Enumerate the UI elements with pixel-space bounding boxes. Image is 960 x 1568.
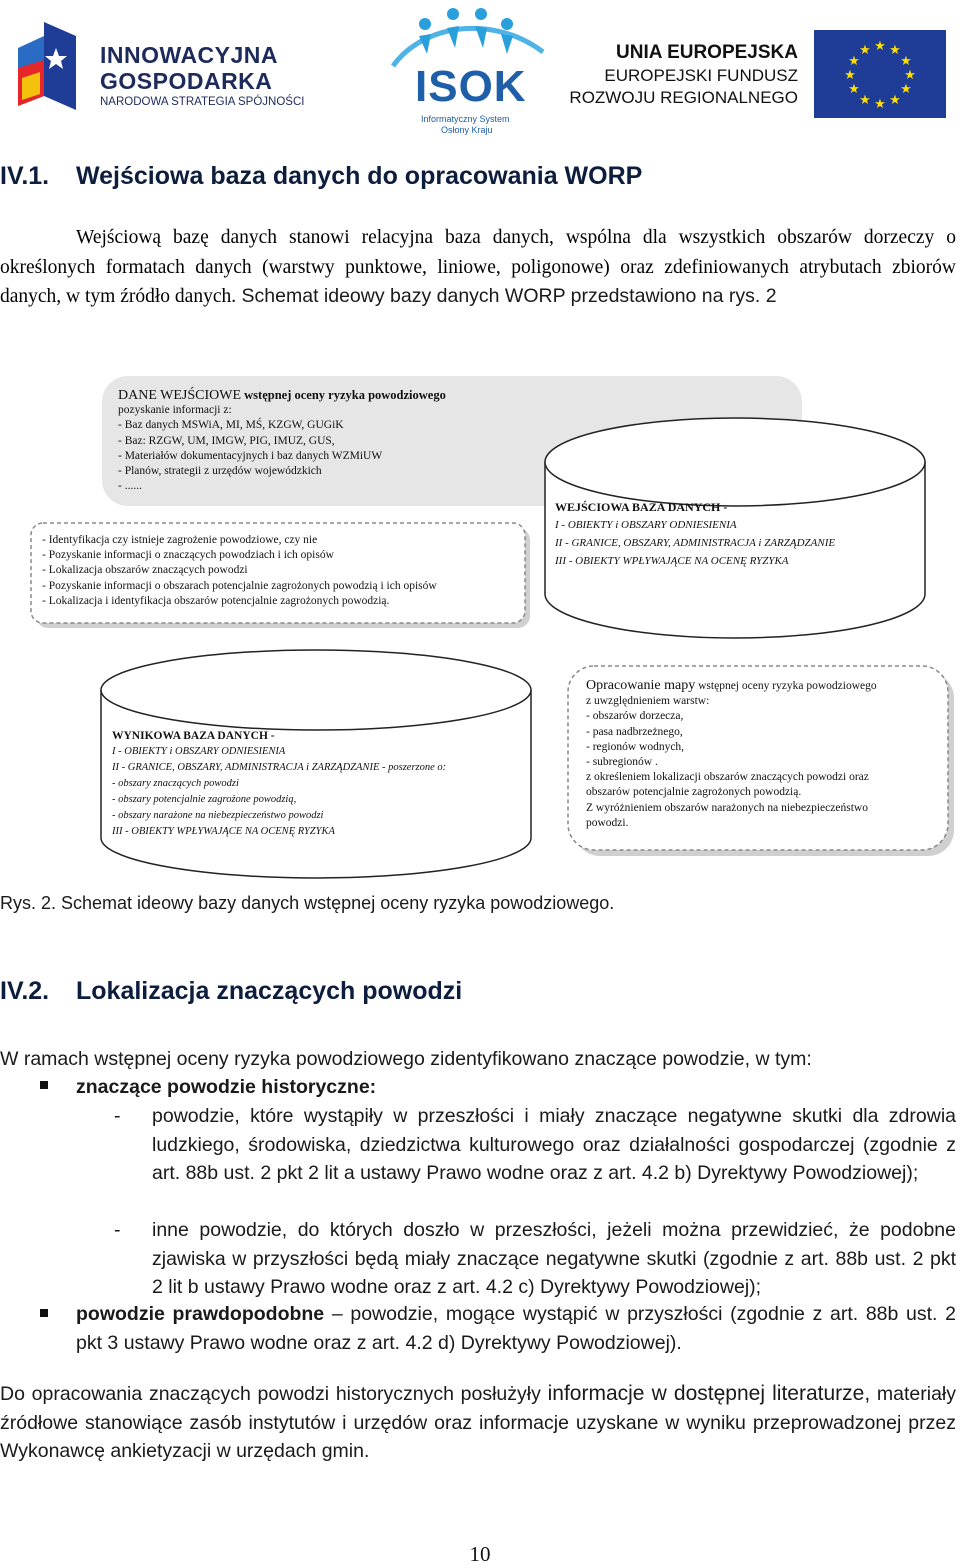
isok-wordmark: ISOK <box>415 62 527 111</box>
logo1-line2: GOSPODARKA <box>100 68 273 94</box>
svg-text:★: ★ <box>848 82 860 97</box>
maps-box-line: Z wyróżnieniem obszarów narażonych na niebezpieczeństwo <box>586 801 868 814</box>
para-part2: informacje w dostępnej literaturze, <box>547 1382 871 1405</box>
maps-box-line: - obszarów dorzecza, <box>586 710 684 723</box>
svg-text:★: ★ <box>900 54 912 69</box>
logo3-line3: ROZWOJU REGIONALNEGO <box>569 88 798 107</box>
section2-number: IV.2. <box>0 977 50 1005</box>
input-box-line: pozyskanie informacji z: <box>118 404 232 417</box>
section2-intro: W ramach wstępnej oceny ryzyka powodziowego zidentyfikowano znaczące powodzie, w tym: <box>0 1048 812 1070</box>
section1-paragraph-sans: Schemat ideowy bazy danych WORP przedstawiono na rys. 2 <box>241 285 777 307</box>
section1-paragraph <box>0 223 956 312</box>
logo-isok <box>383 4 553 136</box>
process-box-line: - Lokalizacja i identyfikacja obszarów potencjalnie zagrożonych powodzią. <box>42 594 390 607</box>
dash-item-2: inne powodzie, do których doszło w przeszłości, jeżeli można przewidzieć, że podobne zjawiska w przyszłości będą miały znaczące negatywne skutki (zgodnie z art. 88b ust. 2 pkt 2 lit b ustawy Prawo wodne oraz z art. 4.2 c) Dyrektywy Powodziowej); <box>152 1219 956 1298</box>
svg-text:★: ★ <box>859 93 871 108</box>
para-part3: materiały źródłowe stanowiące zasób instytutów i urzędów oraz informacje uzyskane w wyniku przeprowadzonej przez Wykonawcę ankietyzacji w urzędach gmin. <box>0 1383 956 1462</box>
process-box-line: - Pozyskanie informacji o znaczących powodziach i ich opisów <box>42 549 334 562</box>
output-db-line: III - OBIEKTY WPŁYWAJĄCE NA OCENĘ RYZYKA <box>112 826 335 837</box>
output-db-line: - obszary potencjalnie zagrożone powodzią, <box>112 794 297 805</box>
section1-heading <box>0 162 642 191</box>
output-db-line: - obszary znaczących powodzi <box>112 778 239 789</box>
svg-text:★: ★ <box>874 97 886 112</box>
dash-marker: - <box>114 1219 121 1241</box>
input-box-line: - Baz: RZGW, UM, IMGW, PIG, IMUZ, GUS, <box>118 434 335 447</box>
output-db <box>112 728 527 840</box>
process-box-line: - Pozyskanie informacji o obszarach potencjalnie zagrożonych powodzią i ich opisów <box>42 579 437 592</box>
dash-item-1: powodzie, które wystąpiły w przeszłości i miały znaczące negatywne skutki dla zdrowia ludzkiego, środowiska, dziedzictwa kulturowego oraz działalności gospodarczej (zgodnie z art. 88b ust. 2 pkt 2 lit a ustawy Prawo wodne oraz z art. 4.2 b) Dyrektywy Powodziowej); <box>152 1105 956 1184</box>
bullet2-label: powodzie prawdopodobne <box>76 1303 325 1325</box>
section1-title: Wejściowa baza danych do opracowania WORP <box>76 162 643 190</box>
logo3-line2: EUROPEJSKI FUNDUSZ <box>604 66 798 85</box>
process-box <box>42 533 522 609</box>
eu-flag-icon <box>814 30 946 118</box>
input-box-line: - Baz danych MSWiA, MI, MŚ, KZGW, GUGiK <box>118 419 344 432</box>
logo-innowacyjna-gospodarka <box>14 18 334 118</box>
section1-number: IV.1. <box>0 162 50 190</box>
maps-box-line: powodzi. <box>586 816 629 829</box>
svg-text:★: ★ <box>859 43 871 58</box>
bullet-marker <box>40 1081 48 1089</box>
maps-box-line: z określeniem lokalizacji obszarów znaczących powodzi oraz <box>586 771 869 784</box>
maps-box-title-rest: wstępnej oceny ryzyka powodziowego <box>698 680 877 692</box>
input-box-line: - Planów, strategii z urzędów wojewódzkich <box>118 465 322 478</box>
input-box-line: - ...... <box>118 480 142 493</box>
maps-box-line: - regionów wodnych, <box>586 740 685 753</box>
section2-title: Lokalizacja znaczących powodzi <box>76 977 463 1005</box>
dash-marker: - <box>114 1105 121 1127</box>
output-db-title: WYNIKOWA BAZA DANYCH - <box>112 730 275 742</box>
bullet-marker <box>40 1309 48 1317</box>
input-db-line: III - OBIEKTY WPŁYWAJĄCE NA OCENĘ RYZYKA <box>555 555 789 567</box>
innowacyjna-gospodarka-emblem-icon <box>14 18 78 114</box>
maps-box-line: - subregionów . <box>586 756 658 769</box>
logo3-line1: UNIA EUROPEJSKA <box>616 42 798 63</box>
maps-box-line: z uwzględnieniem warstw: <box>586 695 710 708</box>
input-box-title <box>118 388 788 403</box>
input-box-title-rest: wstępnej oceny ryzyka powodziowego <box>244 388 446 402</box>
database-schema-diagram <box>0 370 960 880</box>
output-db-line: - obszary narażone na niebezpieczeństwo powodzi <box>112 810 324 821</box>
svg-text:★: ★ <box>904 68 916 83</box>
input-box-line: - Materiałów dokumentacyjnych i baz danych WZMiUW <box>118 449 383 462</box>
maps-box-line: - pasa nadbrzeżnego, <box>586 725 683 738</box>
svg-text:★: ★ <box>848 54 860 69</box>
input-db <box>555 498 920 570</box>
section2-paragraph <box>0 1380 956 1466</box>
process-box-line: - Lokalizacja obszarów znaczących powodzi <box>42 564 248 577</box>
output-db-line: I - OBIEKTY i OBSZARY ODNIESIENIA <box>112 746 286 757</box>
input-db-title: WEJŚCIOWA BAZA DANYCH - <box>555 500 728 514</box>
input-db-line: II - GRANICE, OBSZARY, ADMINISTRACJA i ZARZĄDZANIE <box>555 537 836 549</box>
bullet2 <box>76 1300 956 1357</box>
output-db-line: II - GRANICE, OBSZARY, ADMINISTRACJA i ZARZĄDZANIE - poszerzone o: <box>112 762 447 773</box>
logo1-line3: NARODOWA STRATEGIA SPÓJNOŚCI <box>100 96 305 108</box>
maps-box-title-big: Opracowanie mapy <box>586 678 696 693</box>
svg-text:★: ★ <box>889 93 901 108</box>
para-part1: Do opracowania znaczących powodzi historycznych posłużyły <box>0 1383 548 1405</box>
page-number: 10 <box>469 1542 491 1566</box>
svg-text:★: ★ <box>874 39 886 54</box>
svg-text:★: ★ <box>844 68 856 83</box>
svg-text:★: ★ <box>900 82 912 97</box>
process-box-line: - Identyfikacja czy istnieje zagrożenie powodziowe, czy nie <box>42 534 318 546</box>
figure-caption: Rys. 2. Schemat ideowy bazy danych wstępnej oceny ryzyka powodziowego. <box>0 893 615 913</box>
input-box-title-caps: DANE WEJŚCIOWE <box>118 388 242 403</box>
isok-subtitle1: Informatyczny System <box>421 114 510 124</box>
svg-text:★: ★ <box>889 43 901 58</box>
logo-unia-europejska <box>570 30 950 122</box>
input-data-box <box>118 388 788 494</box>
bullet2-text: – powodzie, mogące wystąpić w przyszłości (zgodnie z art. 88b ust. 2 pkt 3 ustawy Prawo wodne oraz z art. 4.2 d) Dyrektywy Powodziowej). <box>76 1303 956 1354</box>
isok-subtitle2: Osłony Kraju <box>441 125 493 135</box>
maps-box <box>586 678 941 831</box>
input-db-line: I - OBIEKTY i OBSZARY ODNIESIENIA <box>555 519 737 531</box>
bullet1-label: znaczące powodzie historyczne: <box>76 1076 377 1098</box>
logo1-line1: INNOWACYJNA <box>100 42 279 68</box>
section1-paragraph-serif: Wejściową bazę danych stanowi relacyjna baza danych, wspólna dla wszystkich obszarów dorzeczy o określonych formatach danych (warstwy punktowe, liniowe, poligonowe) oraz zdefiniowanych atrybutach zbiorów danych, w tym źródło danych. <box>0 227 956 307</box>
maps-box-title <box>586 678 941 694</box>
section2-heading <box>0 977 462 1006</box>
maps-box-line: obszarów potencjalnie zagrożonych powodzią. <box>586 786 802 799</box>
